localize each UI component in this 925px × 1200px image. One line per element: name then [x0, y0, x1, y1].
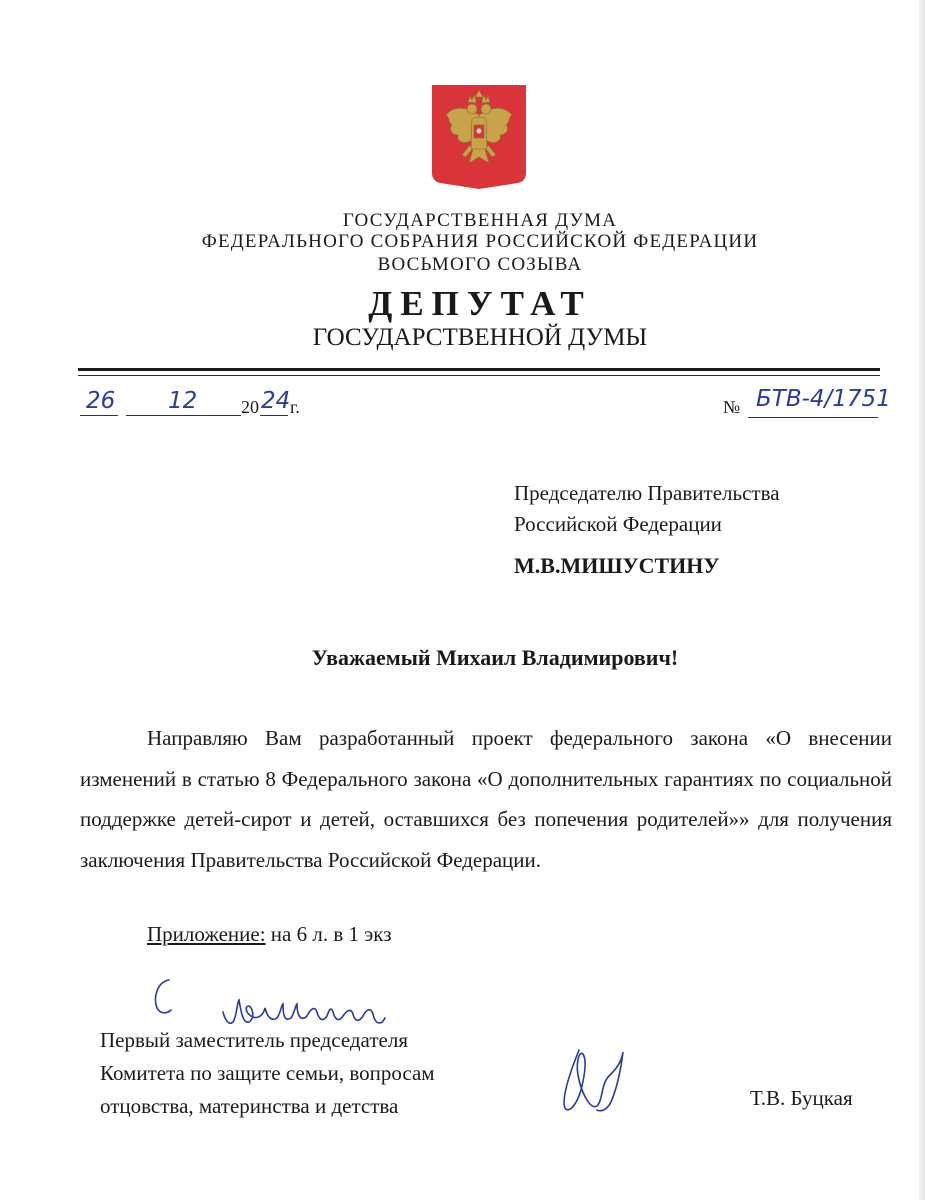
- header-rule-thin: [78, 375, 880, 376]
- document-subtitle: ГОСУДАРСТВЕННОЙ ДУМЫ: [312, 324, 648, 351]
- signoff-line-2: Комитета по защите семьи, вопросам: [100, 1061, 435, 1085]
- header-line-convocation: ВОСЬМОГО СОЗЫВА: [377, 254, 583, 275]
- signoff-line-1: Первый заместитель председателя: [100, 1028, 408, 1052]
- date-month-underline: [126, 415, 241, 416]
- coat-of-arms-emblem: [432, 85, 526, 189]
- signoff-block: [100, 1024, 435, 1123]
- page-edge: [919, 0, 925, 1200]
- addressee-line-1: Председателю Правительства: [514, 481, 780, 505]
- addressee-line-2: Российской Федерации: [514, 512, 722, 536]
- date-month: 12: [168, 388, 198, 414]
- attachment-text: на 6 л. в 1 экз: [270, 922, 392, 946]
- reference-number: БТВ-4/1751: [756, 386, 891, 412]
- date-year-underline: [260, 415, 288, 416]
- document-title: ДЕПУТАТ: [368, 284, 592, 323]
- date-year-suffix: 24: [261, 388, 291, 414]
- salutation: Уважаемый Михаил Владимирович!: [311, 645, 679, 670]
- reference-number-underline: [748, 417, 878, 418]
- attachment-label: Приложение:: [147, 922, 266, 946]
- date-day-underline: [80, 415, 118, 416]
- header-line-duma: ГОСУДАРСТВЕННАЯ ДУМА: [342, 210, 618, 231]
- date-year-prefix: 20: [241, 397, 259, 417]
- addressee-block: [514, 478, 780, 581]
- addressee-name: М.В.МИШУСТИНУ: [514, 553, 720, 578]
- date-day: 26: [86, 388, 116, 414]
- reference-number-sign: №: [723, 397, 741, 417]
- header-rule-thick: [78, 368, 880, 371]
- letter-body-text: Направляю Вам разработанный проект федерального закона «О внесении изменений в статью 8 Федерального закона «О дополнительных гарантиях по социальной поддержке детей-сирот и детей, оставшихся без попечения родителей»» для получения заключения Правительства Российской Федерации.: [80, 726, 892, 872]
- signer-name: Т.В. Буцкая: [750, 1086, 853, 1110]
- handwritten-signature: [553, 1040, 633, 1116]
- attachment-note: [147, 922, 392, 947]
- signoff-line-3: отцовства, материнства и детства: [100, 1094, 399, 1118]
- letter-body: [80, 718, 892, 880]
- header-line-federal-assembly: ФЕДЕРАЛЬНОГО СОБРАНИЯ РОССИЙСКОЙ ФЕДЕРАЦИИ: [201, 231, 759, 252]
- date-year-mark: г.: [290, 397, 300, 417]
- date-reference-row: [80, 386, 900, 420]
